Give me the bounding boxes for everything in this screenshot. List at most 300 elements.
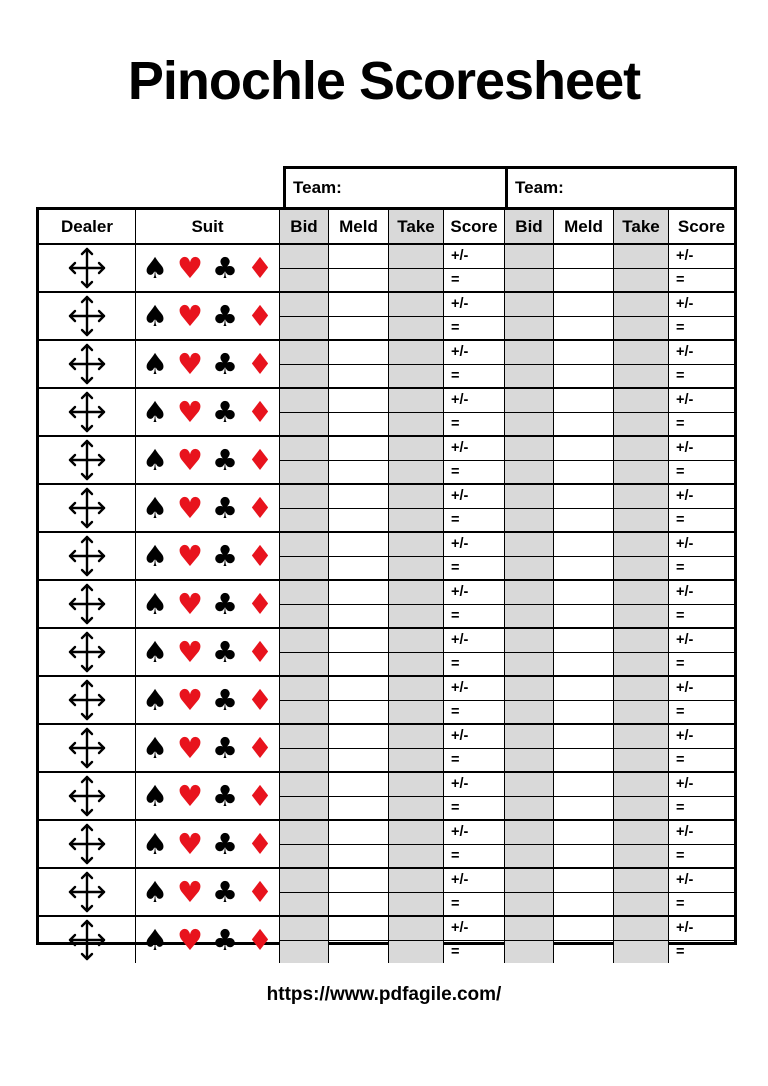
suit-cell	[136, 485, 280, 531]
bid-entry-cell-team2[interactable]	[505, 844, 553, 868]
bid-entry-cell-team2[interactable]	[505, 940, 553, 964]
equals-label: =	[451, 415, 460, 432]
meld-entry-cell-team2[interactable]	[554, 508, 613, 532]
meld-entry-cell-team1[interactable]	[329, 796, 388, 820]
bid-entry-cell-team1[interactable]	[280, 412, 328, 436]
score-equals-cell-team2[interactable]	[669, 892, 734, 916]
bid-entry-cell-team1[interactable]	[280, 892, 328, 916]
meld-entry-cell-team2[interactable]	[554, 412, 613, 436]
bid-entry-cell-team1[interactable]	[280, 700, 328, 724]
equals-label: =	[451, 799, 460, 816]
meld-entry-cell-team2[interactable]	[554, 364, 613, 388]
meld-entry-cell-team2[interactable]	[554, 796, 613, 820]
score-equals-cell-team1[interactable]	[444, 364, 504, 388]
spade-suit-icon: ♠	[142, 922, 168, 957]
meld-entry-cell-team2[interactable]	[554, 268, 613, 292]
plus-minus-label: +/-	[676, 584, 694, 600]
meld-entry-cell-team1[interactable]	[329, 293, 388, 316]
bid-entry-cell-team1[interactable]	[280, 821, 328, 844]
meld-entry-cell-team2[interactable]	[554, 460, 613, 484]
bid-entry-cell-team2[interactable]	[505, 556, 553, 580]
equals-label: =	[676, 703, 685, 720]
bid-entry-cell-team1[interactable]	[280, 748, 328, 772]
take-entry-cell-team1[interactable]	[389, 869, 443, 892]
score-equals-cell-team1[interactable]	[444, 940, 504, 964]
bid-entry-cell-team2[interactable]	[505, 917, 553, 940]
score-plusminus-cell-team2[interactable]	[669, 533, 734, 556]
take-entry-cell-team1[interactable]	[389, 341, 443, 364]
score-plusminus-cell-team1[interactable]	[444, 293, 504, 316]
meld-entry-cell-team1[interactable]	[329, 389, 388, 412]
score-plusminus-cell-team2[interactable]	[669, 725, 734, 748]
score-plusminus-cell-team2[interactable]	[669, 485, 734, 508]
take-entry-cell-team1[interactable]	[389, 725, 443, 748]
plus-minus-label: +/-	[451, 248, 469, 264]
score-equals-cell-team1[interactable]	[444, 508, 504, 532]
score-column-team1	[444, 917, 505, 963]
take-entry-cell-team2[interactable]	[614, 245, 668, 268]
bid-entry-cell-team2[interactable]	[505, 533, 553, 556]
bid-entry-cell-team1[interactable]	[280, 917, 328, 940]
bid-entry-cell-team1[interactable]	[280, 389, 328, 412]
meld-entry-cell-team2[interactable]	[554, 892, 613, 916]
meld-entry-cell-team1[interactable]	[329, 677, 388, 700]
take-entry-cell-team1[interactable]	[389, 412, 443, 436]
score-plusminus-cell-team1[interactable]	[444, 773, 504, 796]
meld-entry-cell-team1[interactable]	[329, 844, 388, 868]
take-entry-cell-team1[interactable]	[389, 293, 443, 316]
take-entry-cell-team1[interactable]	[389, 604, 443, 628]
meld-entry-cell-team1[interactable]	[329, 460, 388, 484]
equals-label: =	[676, 511, 685, 528]
take-entry-cell-team1[interactable]	[389, 316, 443, 340]
footer-url-link[interactable]: https://www.pdfagile.com/	[266, 984, 502, 1005]
score-equals-cell-team2[interactable]	[669, 316, 734, 340]
bid-entry-cell-team1[interactable]	[280, 677, 328, 700]
meld-entry-cell-team1[interactable]	[329, 725, 388, 748]
take-entry-cell-team1[interactable]	[389, 485, 443, 508]
take-entry-cell-team2[interactable]	[614, 268, 668, 292]
dealer-cell	[39, 773, 136, 819]
plus-minus-label: +/-	[676, 392, 694, 408]
meld-column-team2	[554, 581, 614, 627]
take-entry-cell-team1[interactable]	[389, 700, 443, 724]
score-equals-cell-team2[interactable]	[669, 460, 734, 484]
bid-entry-cell-team1[interactable]	[280, 581, 328, 604]
bid-entry-cell-team2[interactable]	[505, 773, 553, 796]
meld-entry-cell-team1[interactable]	[329, 316, 388, 340]
heart-suit-icon: ♥	[177, 490, 203, 525]
meld-entry-cell-team1[interactable]	[329, 533, 388, 556]
bid-entry-cell-team1[interactable]	[280, 796, 328, 820]
score-plusminus-cell-team2[interactable]	[669, 629, 734, 652]
bid-entry-cell-team1[interactable]	[280, 508, 328, 532]
bid-entry-cell-team2[interactable]	[505, 341, 553, 364]
score-equals-cell-team2[interactable]	[669, 556, 734, 580]
take-entry-cell-team2[interactable]	[614, 460, 668, 484]
score-equals-cell-team1[interactable]	[444, 460, 504, 484]
meld-entry-cell-team1[interactable]	[329, 652, 388, 676]
score-equals-cell-team2[interactable]	[669, 412, 734, 436]
equals-label: =	[676, 367, 685, 384]
take-entry-cell-team2[interactable]	[614, 364, 668, 388]
bid-entry-cell-team1[interactable]	[280, 629, 328, 652]
dealer-cell	[39, 677, 136, 723]
bid-entry-cell-team1[interactable]	[280, 341, 328, 364]
meld-entry-cell-team1[interactable]	[329, 604, 388, 628]
take-entry-cell-team1[interactable]	[389, 940, 443, 964]
take-entry-cell-team1[interactable]	[389, 748, 443, 772]
take-entry-cell-team2[interactable]	[614, 412, 668, 436]
take-column-team2	[614, 389, 669, 435]
score-equals-cell-team1[interactable]	[444, 796, 504, 820]
meld-entry-cell-team2[interactable]	[554, 389, 613, 412]
meld-entry-cell-team2[interactable]	[554, 581, 613, 604]
take-entry-cell-team1[interactable]	[389, 437, 443, 460]
bid-entry-cell-team2[interactable]	[505, 869, 553, 892]
score-equals-cell-team1[interactable]	[444, 556, 504, 580]
score-equals-cell-team2[interactable]	[669, 364, 734, 388]
meld-entry-cell-team1[interactable]	[329, 508, 388, 532]
plus-minus-label: +/-	[676, 296, 694, 312]
meld-entry-cell-team2[interactable]	[554, 700, 613, 724]
diamond-suit-icon: ♦	[247, 490, 273, 525]
heart-suit-icon: ♥	[177, 538, 203, 573]
meld-entry-cell-team2[interactable]	[554, 437, 613, 460]
score-plusminus-cell-team2[interactable]	[669, 581, 734, 604]
suit-cell	[136, 773, 280, 819]
take-entry-cell-team2[interactable]	[614, 652, 668, 676]
meld-entry-cell-team2[interactable]	[554, 940, 613, 964]
score-plusminus-cell-team2[interactable]	[669, 773, 734, 796]
score-equals-cell-team2[interactable]	[669, 844, 734, 868]
plus-minus-label: +/-	[451, 632, 469, 648]
score-column-team1	[444, 725, 505, 771]
score-equals-cell-team1[interactable]	[444, 412, 504, 436]
bid-entry-cell-team2[interactable]	[505, 629, 553, 652]
bid-entry-cell-team1[interactable]	[280, 844, 328, 868]
meld-entry-cell-team1[interactable]	[329, 245, 388, 268]
meld-entry-cell-team2[interactable]	[554, 485, 613, 508]
bid-entry-cell-team2[interactable]	[505, 652, 553, 676]
score-plusminus-cell-team2[interactable]	[669, 917, 734, 940]
score-equals-cell-team1[interactable]	[444, 844, 504, 868]
take-entry-cell-team2[interactable]	[614, 821, 668, 844]
meld-entry-cell-team2[interactable]	[554, 341, 613, 364]
score-plusminus-cell-team1[interactable]	[444, 677, 504, 700]
equals-label: =	[451, 895, 460, 912]
meld-entry-cell-team2[interactable]	[554, 293, 613, 316]
equals-label: =	[676, 415, 685, 432]
take-entry-cell-team2[interactable]	[614, 773, 668, 796]
take-entry-cell-team2[interactable]	[614, 437, 668, 460]
bid-entry-cell-team2[interactable]	[505, 796, 553, 820]
dealer-move-icon	[65, 389, 109, 435]
heart-suit-icon: ♥	[177, 682, 203, 717]
bid-column-team1	[280, 533, 329, 579]
team1-name-input[interactable]	[342, 169, 505, 207]
bid-entry-cell-team1[interactable]	[280, 316, 328, 340]
meld-entry-cell-team1[interactable]	[329, 917, 388, 940]
score-equals-cell-team1[interactable]	[444, 700, 504, 724]
meld-entry-cell-team1[interactable]	[329, 412, 388, 436]
take-entry-cell-team1[interactable]	[389, 892, 443, 916]
score-plusminus-cell-team1[interactable]	[444, 725, 504, 748]
take-entry-cell-team2[interactable]	[614, 869, 668, 892]
take-entry-cell-team1[interactable]	[389, 268, 443, 292]
score-plusminus-cell-team2[interactable]	[669, 293, 734, 316]
club-suit-icon: ♣	[212, 298, 238, 333]
meld-entry-cell-team1[interactable]	[329, 773, 388, 796]
bid-entry-cell-team2[interactable]	[505, 293, 553, 316]
meld-entry-cell-team2[interactable]	[554, 556, 613, 580]
dealer-cell	[39, 485, 136, 531]
take-entry-cell-team2[interactable]	[614, 725, 668, 748]
take-entry-cell-team1[interactable]	[389, 677, 443, 700]
score-plusminus-cell-team2[interactable]	[669, 821, 734, 844]
score-plusminus-cell-team2[interactable]	[669, 245, 734, 268]
take-entry-cell-team2[interactable]	[614, 485, 668, 508]
take-entry-cell-team1[interactable]	[389, 652, 443, 676]
bid-entry-cell-team1[interactable]	[280, 245, 328, 268]
meld-entry-cell-team2[interactable]	[554, 245, 613, 268]
take-entry-cell-team1[interactable]	[389, 629, 443, 652]
take-entry-cell-team2[interactable]	[614, 604, 668, 628]
meld-entry-cell-team2[interactable]	[554, 773, 613, 796]
bid-entry-cell-team2[interactable]	[505, 485, 553, 508]
bid-entry-cell-team1[interactable]	[280, 556, 328, 580]
take-entry-cell-team1[interactable]	[389, 844, 443, 868]
score-plusminus-cell-team1[interactable]	[444, 629, 504, 652]
bid-entry-cell-team1[interactable]	[280, 364, 328, 388]
score-equals-cell-team2[interactable]	[669, 700, 734, 724]
bid-entry-cell-team2[interactable]	[505, 604, 553, 628]
meld-entry-cell-team1[interactable]	[329, 556, 388, 580]
score-equals-cell-team1[interactable]	[444, 268, 504, 292]
score-column-team2	[669, 725, 734, 771]
take-entry-cell-team1[interactable]	[389, 533, 443, 556]
bid-entry-cell-team2[interactable]	[505, 700, 553, 724]
club-suit-icon: ♣	[212, 874, 238, 909]
meld-entry-cell-team2[interactable]	[554, 748, 613, 772]
score-equals-cell-team2[interactable]	[669, 940, 734, 964]
meld-entry-cell-team2[interactable]	[554, 604, 613, 628]
dealer-cell	[39, 917, 136, 963]
take-entry-cell-team1[interactable]	[389, 364, 443, 388]
score-equals-cell-team1[interactable]	[444, 748, 504, 772]
equals-label: =	[451, 463, 460, 480]
score-plusminus-cell-team1[interactable]	[444, 389, 504, 412]
meld-entry-cell-team1[interactable]	[329, 869, 388, 892]
meld-entry-cell-team1[interactable]	[329, 581, 388, 604]
club-suit-icon: ♣	[212, 250, 238, 285]
bid-entry-cell-team1[interactable]	[280, 773, 328, 796]
plus-minus-label: +/-	[451, 584, 469, 600]
take-entry-cell-team2[interactable]	[614, 508, 668, 532]
score-plusminus-cell-team1[interactable]	[444, 581, 504, 604]
take-entry-cell-team1[interactable]	[389, 773, 443, 796]
bid-column-team2	[505, 245, 554, 291]
take-entry-cell-team1[interactable]	[389, 245, 443, 268]
suit-cell	[136, 389, 280, 435]
bid-entry-cell-team2[interactable]	[505, 725, 553, 748]
take-column-team1	[389, 389, 444, 435]
bid-entry-cell-team1[interactable]	[280, 725, 328, 748]
score-plusminus-cell-team2[interactable]	[669, 677, 734, 700]
bid-entry-cell-team1[interactable]	[280, 268, 328, 292]
bid-entry-cell-team1[interactable]	[280, 652, 328, 676]
meld-entry-cell-team2[interactable]	[554, 869, 613, 892]
meld-entry-cell-team1[interactable]	[329, 748, 388, 772]
score-plusminus-cell-team1[interactable]	[444, 341, 504, 364]
bid-entry-cell-team2[interactable]	[505, 508, 553, 532]
take-entry-cell-team2[interactable]	[614, 341, 668, 364]
take-entry-cell-team2[interactable]	[614, 629, 668, 652]
score-column-team2	[669, 629, 734, 675]
take-entry-cell-team2[interactable]	[614, 700, 668, 724]
take-entry-cell-team1[interactable]	[389, 389, 443, 412]
meld-entry-cell-team1[interactable]	[329, 700, 388, 724]
game-row	[39, 291, 734, 339]
take-entry-cell-team2[interactable]	[614, 796, 668, 820]
meld-column-team1	[329, 245, 389, 291]
score-equals-cell-team2[interactable]	[669, 604, 734, 628]
bid-entry-cell-team2[interactable]	[505, 821, 553, 844]
meld-entry-cell-team1[interactable]	[329, 821, 388, 844]
bid-entry-cell-team2[interactable]	[505, 268, 553, 292]
bid-entry-cell-team1[interactable]	[280, 533, 328, 556]
score-equals-cell-team1[interactable]	[444, 316, 504, 340]
take-entry-cell-team2[interactable]	[614, 533, 668, 556]
score-plusminus-cell-team2[interactable]	[669, 437, 734, 460]
meld-entry-cell-team2[interactable]	[554, 316, 613, 340]
bid-entry-cell-team2[interactable]	[505, 748, 553, 772]
score-equals-cell-team1[interactable]	[444, 652, 504, 676]
meld-entry-cell-team2[interactable]	[554, 533, 613, 556]
meld-column-team2	[554, 629, 614, 675]
dealer-move-icon	[65, 869, 109, 915]
bid-entry-cell-team1[interactable]	[280, 437, 328, 460]
take-entry-cell-team1[interactable]	[389, 460, 443, 484]
team2-name-input[interactable]	[564, 169, 734, 207]
take-entry-cell-team1[interactable]	[389, 796, 443, 820]
score-equals-cell-team2[interactable]	[669, 508, 734, 532]
score-plusminus-cell-team1[interactable]	[444, 533, 504, 556]
bid-entry-cell-team2[interactable]	[505, 412, 553, 436]
meld-entry-cell-team2[interactable]	[554, 725, 613, 748]
take-entry-cell-team2[interactable]	[614, 748, 668, 772]
score-column-team1	[444, 293, 505, 339]
meld-entry-cell-team1[interactable]	[329, 892, 388, 916]
take-column-team1	[389, 869, 444, 915]
take-entry-cell-team2[interactable]	[614, 316, 668, 340]
score-plusminus-cell-team2[interactable]	[669, 389, 734, 412]
bid-entry-cell-team1[interactable]	[280, 869, 328, 892]
bid-entry-cell-team1[interactable]	[280, 604, 328, 628]
take-entry-cell-team2[interactable]	[614, 844, 668, 868]
bid-entry-cell-team1[interactable]	[280, 940, 328, 964]
meld-entry-cell-team2[interactable]	[554, 844, 613, 868]
score-column-team2	[669, 581, 734, 627]
bid-entry-cell-team2[interactable]	[505, 892, 553, 916]
take-entry-cell-team2[interactable]	[614, 940, 668, 964]
meld-entry-cell-team1[interactable]	[329, 364, 388, 388]
take-entry-cell-team1[interactable]	[389, 508, 443, 532]
meld-entry-cell-team1[interactable]	[329, 341, 388, 364]
take-entry-cell-team1[interactable]	[389, 821, 443, 844]
bid-column-team1	[280, 341, 329, 387]
score-plusminus-cell-team1[interactable]	[444, 245, 504, 268]
meld-entry-cell-team1[interactable]	[329, 629, 388, 652]
bid-entry-cell-team2[interactable]	[505, 581, 553, 604]
bid-entry-cell-team1[interactable]	[280, 293, 328, 316]
meld-entry-cell-team1[interactable]	[329, 940, 388, 964]
meld-entry-cell-team1[interactable]	[329, 268, 388, 292]
bid-entry-cell-team1[interactable]	[280, 485, 328, 508]
score-equals-cell-team2[interactable]	[669, 268, 734, 292]
score-equals-cell-team2[interactable]	[669, 652, 734, 676]
meld-column-team1	[329, 389, 389, 435]
bid-entry-cell-team2[interactable]	[505, 364, 553, 388]
take-entry-cell-team1[interactable]	[389, 581, 443, 604]
take-column-team1	[389, 533, 444, 579]
score-plusminus-cell-team2[interactable]	[669, 869, 734, 892]
meld-entry-cell-team1[interactable]	[329, 437, 388, 460]
score-plusminus-cell-team1[interactable]	[444, 821, 504, 844]
take-entry-cell-team2[interactable]	[614, 293, 668, 316]
game-rows	[39, 243, 734, 963]
take-entry-cell-team1[interactable]	[389, 556, 443, 580]
score-plusminus-cell-team1[interactable]	[444, 437, 504, 460]
score-plusminus-cell-team1[interactable]	[444, 917, 504, 940]
meld-entry-cell-team2[interactable]	[554, 917, 613, 940]
score-plusminus-cell-team1[interactable]	[444, 485, 504, 508]
take-entry-cell-team2[interactable]	[614, 389, 668, 412]
meld-entry-cell-team1[interactable]	[329, 485, 388, 508]
score-plusminus-cell-team2[interactable]	[669, 341, 734, 364]
meld-entry-cell-team2[interactable]	[554, 677, 613, 700]
spade-suit-icon: ♠	[142, 490, 168, 525]
take-entry-cell-team2[interactable]	[614, 556, 668, 580]
take-entry-cell-team2[interactable]	[614, 581, 668, 604]
meld-column-team2	[554, 341, 614, 387]
bid-entry-cell-team1[interactable]	[280, 460, 328, 484]
score-equals-cell-team2[interactable]	[669, 796, 734, 820]
bid-entry-cell-team2[interactable]	[505, 245, 553, 268]
suit-cell	[136, 821, 280, 867]
take-entry-cell-team2[interactable]	[614, 677, 668, 700]
take-entry-cell-team2[interactable]	[614, 917, 668, 940]
heart-suit-icon: ♥	[177, 586, 203, 621]
score-plusminus-cell-team1[interactable]	[444, 869, 504, 892]
score-equals-cell-team1[interactable]	[444, 604, 504, 628]
score-equals-cell-team2[interactable]	[669, 748, 734, 772]
score-equals-cell-team1[interactable]	[444, 892, 504, 916]
take-column-team2	[614, 341, 669, 387]
score-column-team2	[669, 677, 734, 723]
take-entry-cell-team1[interactable]	[389, 917, 443, 940]
game-row	[39, 483, 734, 531]
meld-entry-cell-team2[interactable]	[554, 629, 613, 652]
bid-entry-cell-team2[interactable]	[505, 677, 553, 700]
bid-entry-cell-team2[interactable]	[505, 316, 553, 340]
bid-entry-cell-team2[interactable]	[505, 389, 553, 412]
bid-entry-cell-team2[interactable]	[505, 437, 553, 460]
take-entry-cell-team2[interactable]	[614, 892, 668, 916]
meld-entry-cell-team2[interactable]	[554, 652, 613, 676]
meld-entry-cell-team2[interactable]	[554, 821, 613, 844]
bid-entry-cell-team2[interactable]	[505, 460, 553, 484]
